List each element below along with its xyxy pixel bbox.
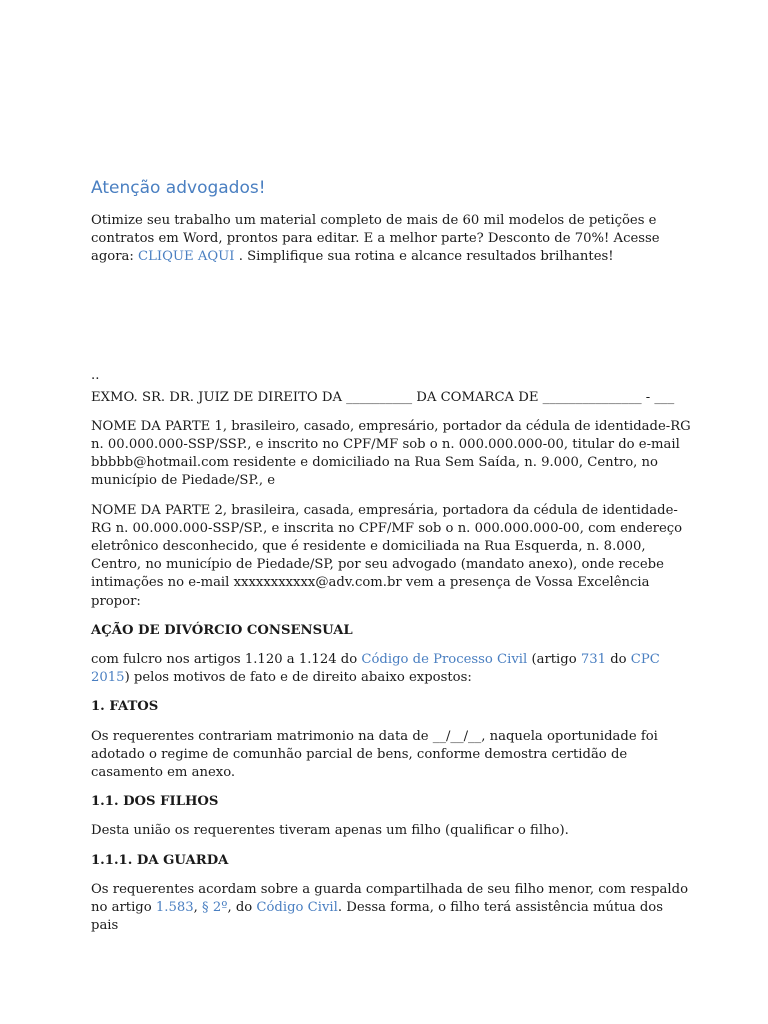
ad-text-after: . Simplifique sua rotina e alcance resultados brilhantes!: [234, 249, 614, 265]
ad-text: Otimize seu trabalho um material completo de mais de 60 mil modelos de petições e contratos em Word, prontos para editar. E a melhor parte? Desconto de 70%! Acesse agora:: [91, 213, 660, 265]
addressee: EXMO. SR. DR. JUIZ DE DIREITO DA __________ DA COMARCA DE _______________ - ___: [91, 389, 675, 405]
basis-text: ) pelos motivos de fato e de direito abaixo expostos:: [124, 670, 472, 686]
click-here-link[interactable]: CLIQUE AQUI: [138, 249, 235, 265]
heading-custody: 1.1.1. DA GUARDA: [91, 852, 229, 868]
legal-basis: [91, 651, 691, 687]
custody-text: ,: [193, 900, 203, 916]
dots-marker: ..: [91, 367, 100, 383]
basis-text: com fulcro nos artigos 1.120 a 1.124 do: [91, 652, 362, 668]
custody-text: Os requerentes acordam sobre a guarda compartilhada de seu filho menor, com respaldo no artigo: [91, 881, 689, 916]
facts-paragraph: Os requerentes contrariam matrimonio na data de __/__/__, naquela oportunidade foi adotado o regime de comunhão parcial de bens, conforme demostra certidão de casamento em anexo.: [91, 728, 658, 781]
custody-text: , do: [227, 900, 257, 916]
paragraph-2-link[interactable]: § 2º: [202, 900, 228, 916]
civil-code-link[interactable]: Código Civil: [256, 900, 338, 916]
ad-paragraph: [91, 212, 691, 267]
children-paragraph: Desta união os requerentes tiveram apenas um filho (qualificar o filho).: [91, 823, 569, 839]
document-content: [91, 176, 691, 946]
party-1: NOME DA PARTE 1, brasileiro, casado, empresário, portador da cédula de identidade-RG n. 00.000.000-SSP/SSP., e inscrito no CPF/MF sob o n. 000.000.000-00, titular do e-mail bbbbb@hotmail.com residente e domiciliado na Rua Sem Saída, n. 9.000, Centro, no município de Piedade/SP., e: [91, 418, 691, 489]
custody-paragraph: [91, 881, 691, 936]
ad-title: Atenção advogados!: [91, 178, 266, 198]
party-2: NOME DA PARTE 2, brasileira, casada, empresária, portadora da cédula de identidade-RG n. 00.000.000-SSP/SP., e inscrita no CPF/MF sob o n. 000.000.000-00, com endereço eletrônico desconhecido, que é residente e domiciliada na Rua Esquerda, n. 8.000, Centro, no município de Piedade/SP, por seu advogado (mandato anexo), onde recebe intimações no e-mail xxxxxxxxxxx@adv.com.br vem a presença de Vossa Excelência propor:: [91, 502, 683, 609]
heading-facts: 1. FATOS: [91, 699, 159, 715]
action-title: AÇÃO DE DIVÓRCIO CONSENSUAL: [91, 622, 353, 638]
spacer: [91, 278, 691, 369]
cpc-link[interactable]: Código de Processo Civil: [361, 652, 528, 668]
article-731-link[interactable]: 731: [580, 652, 607, 668]
basis-text: do: [606, 652, 631, 668]
heading-children: 1.1. DOS FILHOS: [91, 794, 219, 810]
cpc-2015-link[interactable]: CPC 2015: [91, 652, 660, 686]
article-1583-link[interactable]: 1.583: [155, 900, 194, 916]
basis-text: (artigo: [527, 652, 581, 668]
custody-text: . Dessa forma, o filho terá assistência mútua dos pais: [91, 900, 663, 934]
